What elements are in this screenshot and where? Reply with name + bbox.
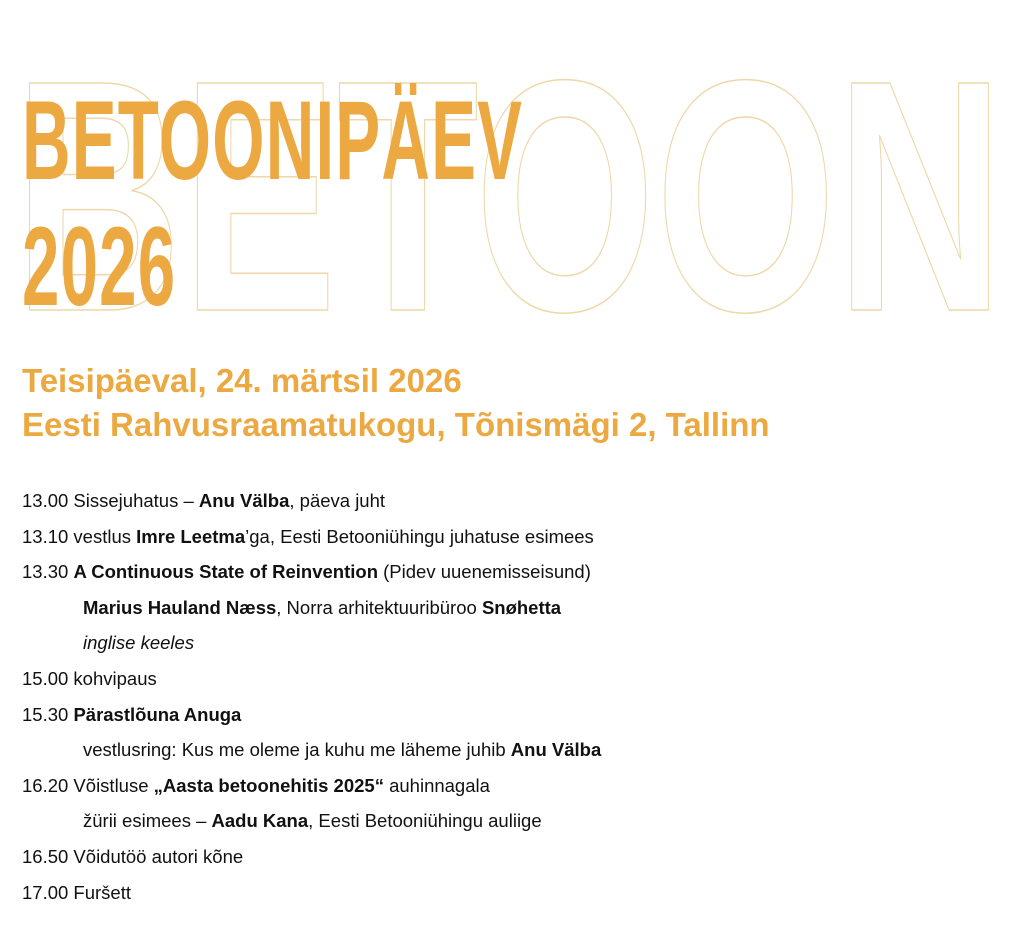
program-list	[22, 483, 601, 910]
event-title-name: BETOONIPÄEV	[22, 78, 524, 203]
program-text: , Eesti Betooniühingu auliige	[308, 810, 542, 832]
program-name: Snøhetta	[481, 596, 562, 618]
program-name: Marius Hauland Næss	[83, 596, 277, 618]
program-time: 16.50	[22, 845, 69, 867]
program-item	[22, 697, 601, 733]
event-title	[22, 78, 523, 330]
program-item	[22, 839, 601, 875]
program-text: (Pidev uuenemisseisund)	[378, 561, 591, 583]
program-name: Anu Välba	[198, 490, 290, 511]
program-text: Furšett	[68, 881, 132, 903]
program-time: 13.10	[22, 525, 69, 547]
program-subitem	[22, 732, 601, 768]
program-text: Võistluse	[68, 774, 154, 796]
program-talk-title: „Aasta betoonehitis 2025“	[153, 774, 384, 796]
program-text: , Norra arhitektuuribüroo	[276, 596, 482, 618]
program-time: 13.00	[22, 490, 69, 511]
program-text: kohvipaus	[68, 667, 157, 689]
program-time: 15.30	[22, 703, 69, 725]
program-text: auhinnagala	[383, 774, 490, 796]
event-subtitle	[22, 359, 770, 447]
program-time: 13.30	[22, 561, 69, 583]
program-name: Aadu Kana	[211, 810, 309, 832]
program-subitem	[22, 625, 601, 661]
program-language-note: inglise keeles	[83, 632, 195, 654]
program-item	[22, 661, 601, 697]
event-venue: Eesti Rahvusraamatukogu, Tõnismägi 2, Tallinn	[22, 406, 770, 443]
event-date: Teisipäeval, 24. märtsil 2026	[22, 362, 462, 399]
program-text: , päeva juht	[289, 490, 386, 511]
program-text: Sissejuhatus –	[68, 490, 199, 511]
event-title-year: 2026	[22, 204, 177, 329]
program-item	[22, 768, 601, 804]
program-text: vestlus	[68, 525, 137, 547]
program-item	[22, 875, 601, 911]
program-subitem	[22, 590, 601, 626]
program-text: žürii esimees –	[83, 810, 212, 832]
program-item	[22, 554, 601, 590]
program-text: vestlusring: Kus me oleme ja kuhu me läheme juhib	[83, 739, 511, 761]
program-name: Imre Leetma	[136, 525, 246, 547]
program-name: Anu Välba	[510, 739, 602, 761]
program-item	[22, 519, 601, 555]
program-time: 15.00	[22, 667, 69, 689]
program-subitem	[22, 803, 601, 839]
program-talk-title: A Continuous State of Reinvention	[73, 561, 378, 583]
program-time: 16.20	[22, 774, 69, 796]
program-text: ’ga, Eesti Betooniühingu juhatuse esimees	[245, 525, 594, 547]
program-talk-title: Pärastlõuna Anuga	[73, 703, 242, 725]
program-text: Võidutöö autori kõne	[68, 845, 244, 867]
program-time: 17.00	[22, 881, 69, 903]
program-item	[22, 483, 601, 519]
background-outline-text: BETOON	[14, 40, 1004, 316]
